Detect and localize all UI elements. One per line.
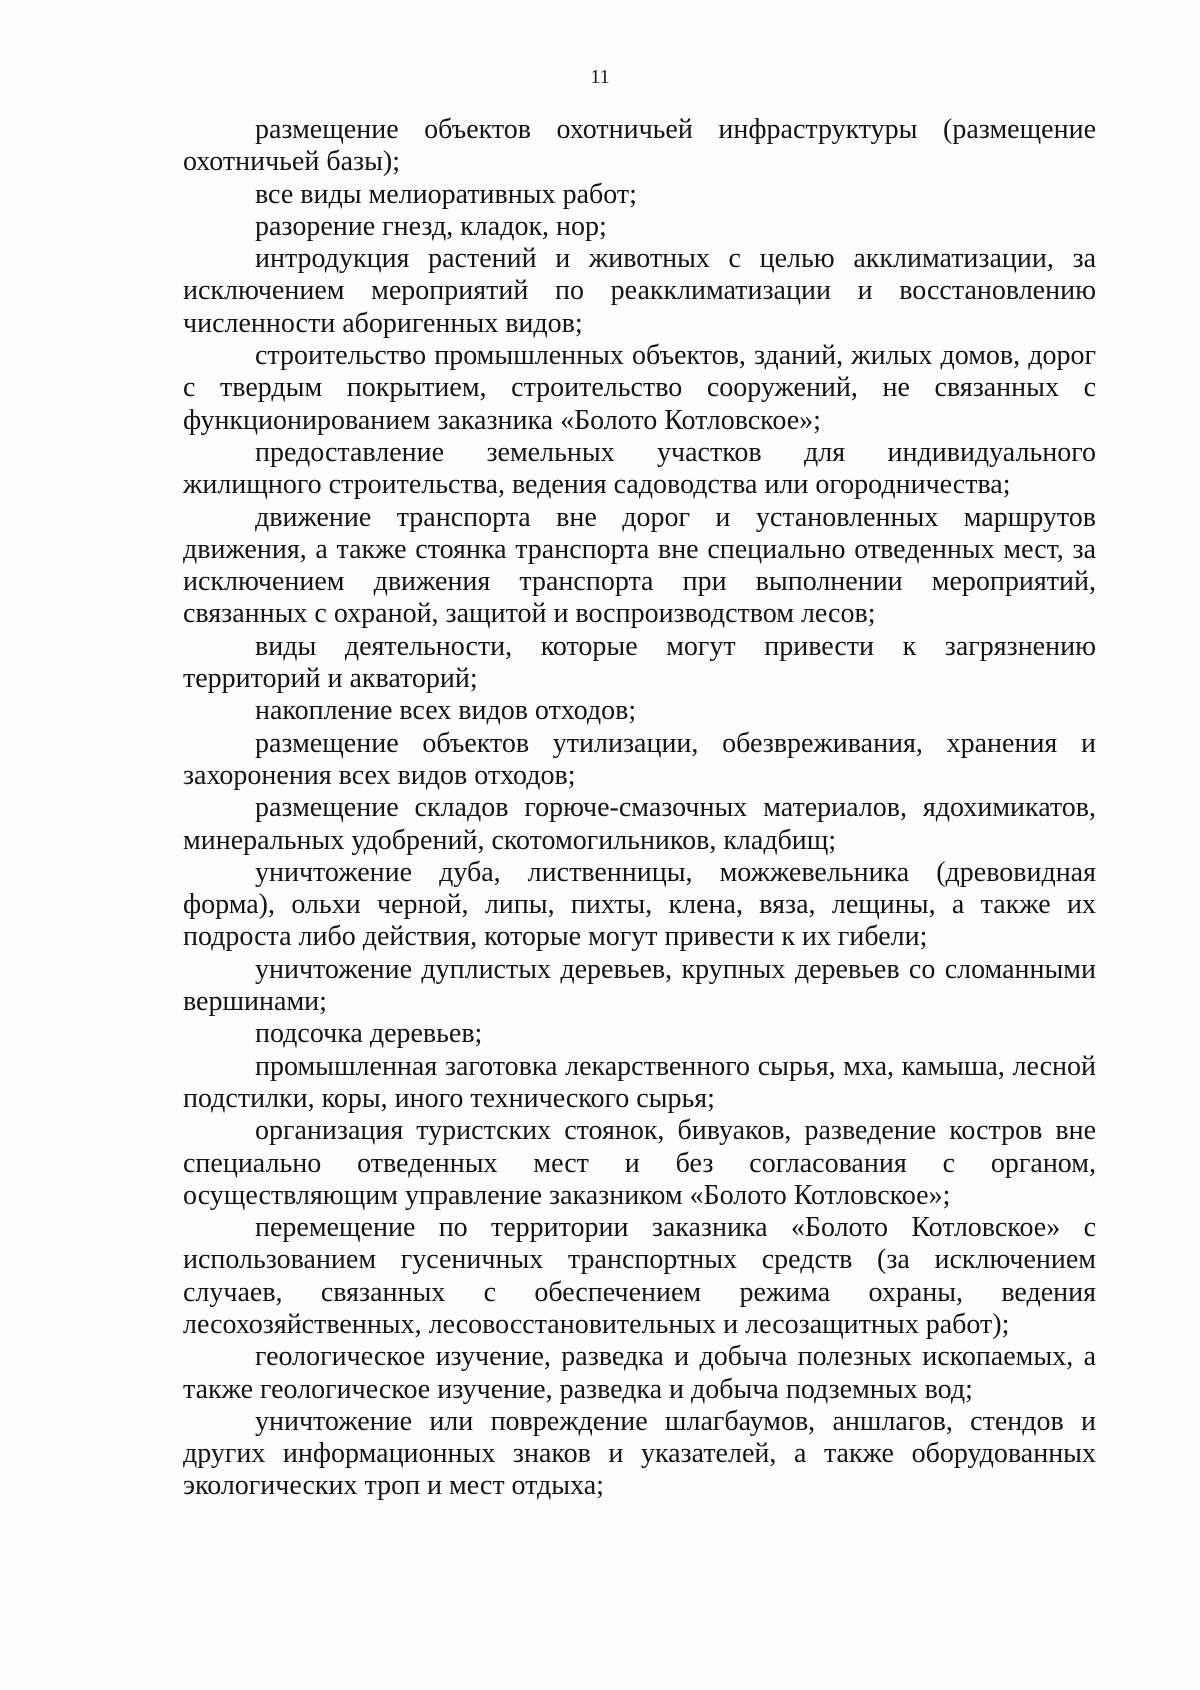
list-item: строительство промышленных объектов, зданий, жилых домов, дорог с твердым покрытием, строительство сооружений, не связанных с функционированием заказника «Болото Котловское»; [183,340,1096,436]
list-item: разорение гнезд, кладок, нор; [255,210,607,242]
list-item: промышленная заготовка лекарственного сырья, мха, камыша, лесной подстилки, коры, иного технического сырья; [183,1050,1096,1114]
list-item: предоставление земельных участков для индивидуального жилищного строительства, ведения садоводства или огородничества; [183,436,1096,501]
list-item: движение транспорта вне дорог и установленных маршрутов движения, а также стоянка транспорта вне специально отведенных мест, за исключением движения транспорта при выполнении мероприятий, связанных с охраной, защитой и воспроизводством лесов; [183,501,1096,630]
list-item: уничтожение или повреждение шлагбаумов, аншлагов, стендов и других информационных знаков и указателей, а также оборудованных экологических троп и мест отдыха; [183,1405,1096,1502]
list-item: организация туристских стоянок, бивуаков, разведение костров вне специально отведенных мест и без согласования с органом, осуществляющим управление заказником «Болото Котловское»; [183,1115,1096,1211]
list-item: размещение объектов утилизации, обезвреживания, хранения и захоронения всех видов отходов; [183,727,1096,791]
list-item: размещение объектов охотничьей инфраструктуры (размещение охотничьей базы); [183,114,1096,178]
list-item: все виды мелиоративных работ; [255,178,637,210]
list-item: перемещение по территории заказника «Болото Котловское» с использованием гусеничных транспортных средств (за исключением случаев, связанных с обеспечением режима охраны, ведения лесохозяйственных, лесовосстановительных и лесозащитных работ); [183,1212,1096,1340]
list-item: подсочка деревьев; [255,1018,483,1050]
prohibited-activities-list [183,114,1096,1503]
list-item: интродукция растений и животных с целью акклиматизации, за исключением мероприятий по реакклиматизации и восстановлению численности аборигенных видов; [183,243,1096,339]
list-item: виды деятельности, которые могут привести к загрязнению территорий и акваторий; [183,630,1096,695]
list-item: геологическое изучение, разведка и добыча полезных ископаемых, а также геологическое изучение, разведка и добыча подземных вод; [183,1341,1096,1405]
list-item: накопление всех видов отходов; [255,695,637,727]
list-item: размещение складов горюче-смазочных материалов, ядохимикатов, минеральных удобрений, скотомогильников, кладбищ; [183,792,1096,856]
page-number: 11 [590,66,610,88]
list-item: уничтожение дуба, лиственницы, можжевельника (древовидная форма), ольхи черной, липы, пихты, клена, вяза, лещины, а также их подроста либо действия, которые могут привести к их гибели; [183,856,1096,953]
list-item: уничтожение дуплистых деревьев, крупных деревьев со сломанными вершинами; [183,953,1096,1018]
